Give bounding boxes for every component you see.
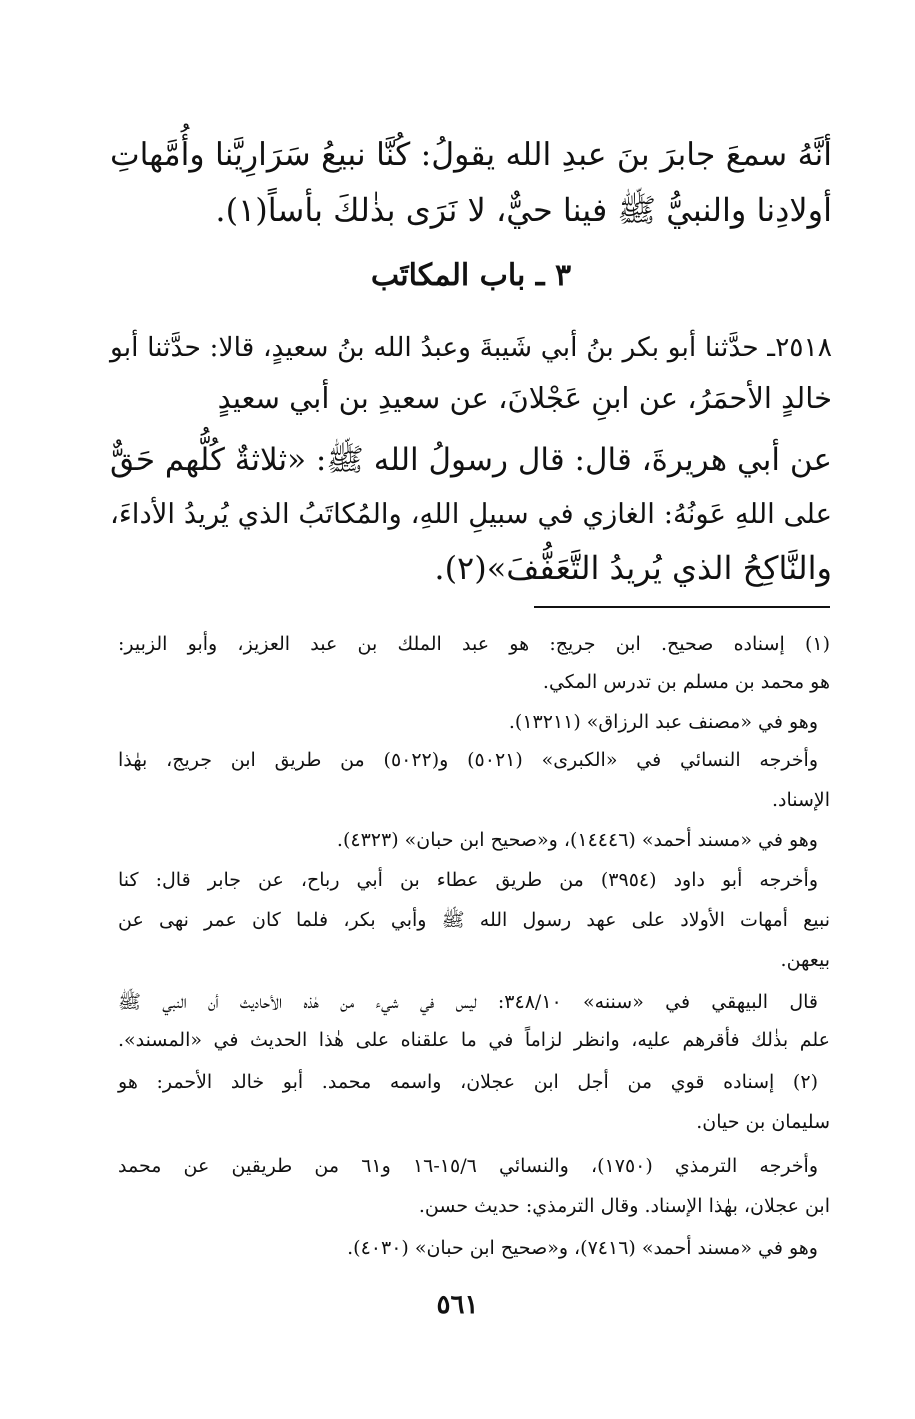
main-line-5: عن أبي هريرةَ، قال: قال رسولُ الله ﷺ: «ثلاثةٌ كُلُّهم حَقٌّ: [110, 442, 832, 478]
main-line-1: أنَّهُ سمعَ جابرَ بنَ عبدِ الله يقولُ: كُنَّا نبيعُ سَرَارِيَّنا وأُمَّهاتِ: [110, 137, 832, 173]
footnote-line-6: وهو في «مسند أحمد» (١٤٤٤٦)، و«صحيح ابن حبان» (٤٣٢٣).: [336, 829, 818, 851]
main-line-2: أولادِنا والنبيُّ ﷺ فينا حيٌّ، لا نَرَى بذٰلكَ بأساً(١).: [215, 191, 832, 229]
footnote-line-10: قال البيهقي في «سننه» ٣٤٨/١٠: ليس في شيء من هٰذه الأحاديث أن النبي ﷺ: [118, 991, 818, 1013]
main-line-3: ٢٥١٨ـ حدَّثنا أبو بكر بنُ أبي شَيبةَ وعبدُ الله بنُ سعيدٍ، قالا: حدَّثنا أبو: [110, 332, 832, 363]
footnote-separator: [534, 606, 830, 608]
footnote-line-1: (١) إسناده صحيح. ابن جريج: هو عبد الملك بن عبد العزيز، وأبو الزبير:: [118, 633, 830, 655]
footnote-line-2: هو محمد بن مسلم بن تدرس المكي.: [542, 671, 830, 693]
footnote-line-12: (٢) إسناده قوي من أجل ابن عجلان، واسمه محمد. أبو خالد الأحمر: هو: [118, 1071, 818, 1093]
footnote-line-11: علم بذٰلك فأقرهم عليه، وانظر لزاماً في ما علقناه على هٰذا الحديث في «المسند».: [118, 1029, 830, 1051]
footnote-line-8: نبيع أمهات الأولاد على عهد رسول الله ﷺ وأبي بكر، فلما كان عمر نهى عن: [118, 909, 830, 931]
main-line-7: والنَّاكِحُ الذي يُريدُ التَّعَفُّفَ»(٢).: [434, 549, 832, 587]
footnote-line-7: وأخرجه أبو داود (٣٩٥٤) من طريق عطاء بن أبي رباح، عن جابر قال: كنا: [118, 869, 818, 891]
footnote-line-13: سليمان بن حيان.: [696, 1111, 830, 1133]
footnote-line-4: وأخرجه النسائي في «الكبرى» (٥٠٢١) و(٥٠٢٢) من طريق ابن جريج، بهٰذا: [118, 749, 818, 771]
footnote-line-9: بيعهن.: [780, 949, 830, 971]
footnote-line-15: ابن عجلان، بهٰذا الإسناد. وقال الترمذي: حديث حسن.: [418, 1195, 830, 1217]
page-number: ٥٦١: [436, 1290, 479, 1320]
footnote-line-3: وهو في «مصنف عبد الرزاق» (١٣٢١١).: [508, 711, 818, 733]
main-line-6: على اللهِ عَونُهُ: الغازي في سبيلِ اللهِ، والمُكاتَبُ الذي يُريدُ الأداءَ،: [110, 498, 832, 530]
footnote-line-16: وهو في «مسند أحمد» (٧٤١٦)، و«صحيح ابن حبان» (٤٠٣٠).: [347, 1237, 818, 1259]
footnote-line-14: وأخرجه الترمذي (١٧٥٠)، والنسائي ١٥/٦-١٦ و٦١ من طريقين عن محمد: [118, 1155, 819, 1177]
footnote-line-5: الإسناد.: [771, 789, 830, 811]
chapter-heading: ٣ ـ باب المكاتَب: [370, 258, 572, 293]
main-line-4: خالدٍ الأحمَرُ، عن ابنِ عَجْلانَ، عن سعيدِ بن أبي سعيدٍ: [217, 381, 832, 415]
